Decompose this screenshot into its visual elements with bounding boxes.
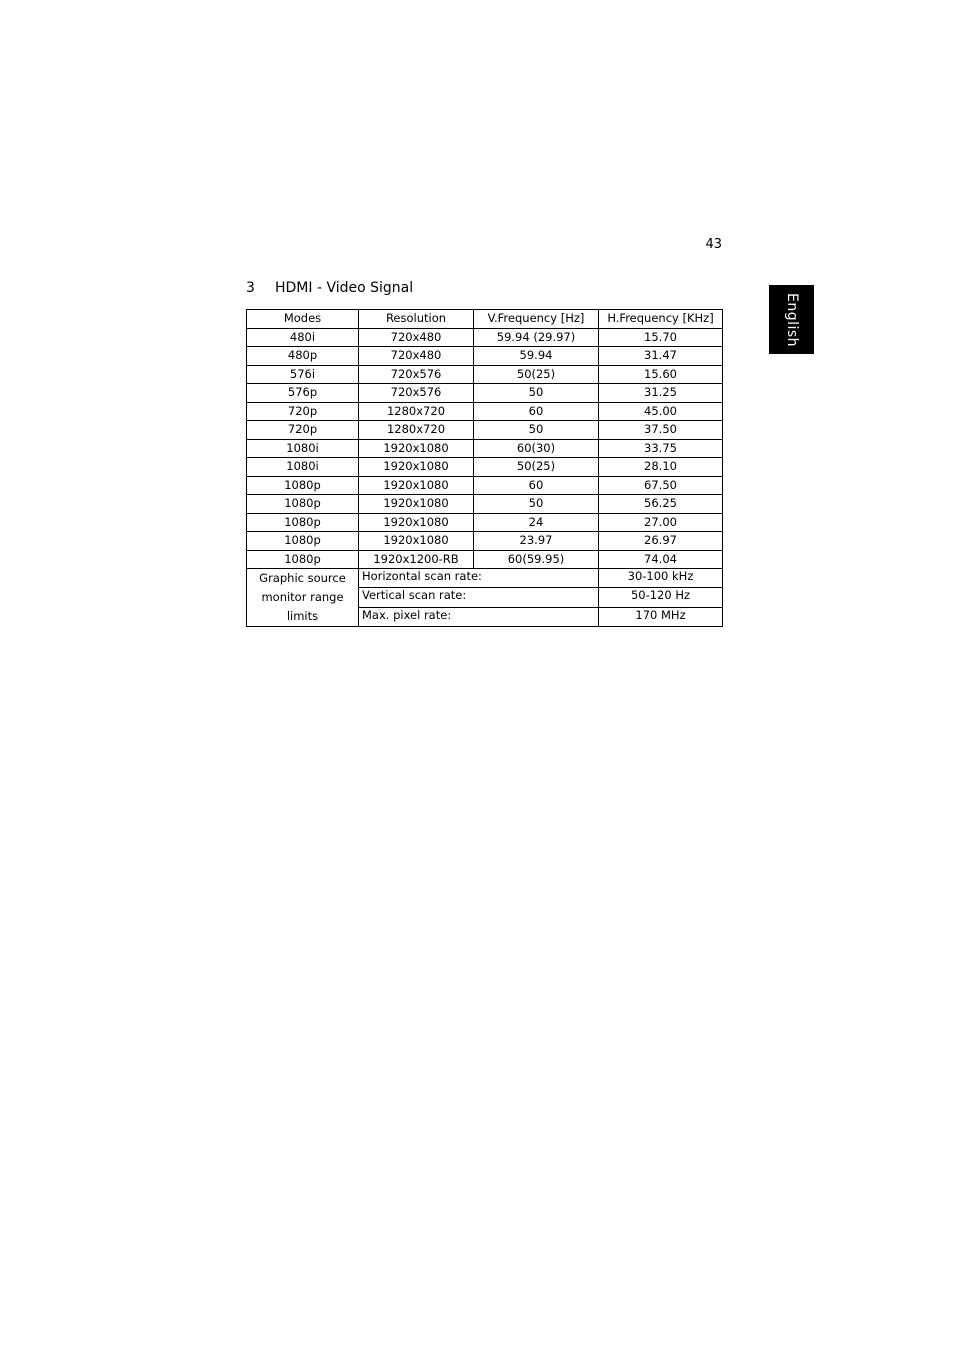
table-row (247, 476, 723, 495)
cell-mode: 1080p (247, 532, 359, 551)
cell-resolution: 1280x720 (359, 402, 474, 421)
table-header-row (247, 310, 723, 329)
cell-mode: 480i (247, 328, 359, 347)
cell-mode: 1080p (247, 495, 359, 514)
table-row (247, 439, 723, 458)
cell-h-frequency: 33.75 (599, 439, 723, 458)
cell-h-frequency: 28.10 (599, 458, 723, 477)
cell-resolution: 1920x1200-RB (359, 550, 474, 569)
limit-name: Vertical scan rate: (359, 588, 599, 607)
cell-v-frequency: 24 (474, 513, 599, 532)
table-row (247, 495, 723, 514)
table-row (247, 328, 723, 347)
table-row (247, 365, 723, 384)
cell-v-frequency: 59.94 (29.97) (474, 328, 599, 347)
cell-v-frequency: 50(25) (474, 365, 599, 384)
cell-mode: 1080i (247, 458, 359, 477)
table-row (247, 384, 723, 403)
cell-resolution: 1920x1080 (359, 439, 474, 458)
cell-resolution: 720x576 (359, 384, 474, 403)
cell-mode: 720p (247, 402, 359, 421)
cell-resolution: 1280x720 (359, 421, 474, 440)
cell-resolution: 1920x1080 (359, 513, 474, 532)
cell-mode: 576i (247, 365, 359, 384)
cell-mode: 1080p (247, 513, 359, 532)
cell-v-frequency: 50 (474, 495, 599, 514)
limit-value: 170 MHz (599, 607, 723, 626)
header-h-frequency: H.Frequency [KHz] (599, 310, 723, 329)
cell-mode: 720p (247, 421, 359, 440)
cell-h-frequency: 15.60 (599, 365, 723, 384)
cell-resolution: 720x576 (359, 365, 474, 384)
cell-h-frequency: 31.47 (599, 347, 723, 366)
hdmi-signal-table (246, 309, 723, 627)
language-tab (769, 285, 814, 354)
cell-v-frequency: 60 (474, 402, 599, 421)
cell-h-frequency: 67.50 (599, 476, 723, 495)
header-modes: Modes (247, 310, 359, 329)
table-row (247, 550, 723, 569)
cell-h-frequency: 37.50 (599, 421, 723, 440)
cell-mode: 1080i (247, 439, 359, 458)
language-tab-label: English (783, 292, 800, 347)
limit-value: 30-100 kHz (599, 569, 723, 588)
table-row (247, 513, 723, 532)
cell-v-frequency: 23.97 (474, 532, 599, 551)
cell-v-frequency: 50(25) (474, 458, 599, 477)
cell-h-frequency: 26.97 (599, 532, 723, 551)
cell-h-frequency: 15.70 (599, 328, 723, 347)
header-resolution: Resolution (359, 310, 474, 329)
cell-resolution: 1920x1080 (359, 495, 474, 514)
cell-resolution: 720x480 (359, 347, 474, 366)
cell-v-frequency: 60(30) (474, 439, 599, 458)
section-title: HDMI - Video Signal (275, 280, 414, 296)
cell-v-frequency: 60 (474, 476, 599, 495)
cell-h-frequency: 74.04 (599, 550, 723, 569)
cell-resolution: 1920x1080 (359, 476, 474, 495)
cell-h-frequency: 27.00 (599, 513, 723, 532)
cell-h-frequency: 45.00 (599, 402, 723, 421)
cell-v-frequency: 50 (474, 384, 599, 403)
cell-v-frequency: 59.94 (474, 347, 599, 366)
table-row (247, 347, 723, 366)
table-row (247, 532, 723, 551)
cell-resolution: 720x480 (359, 328, 474, 347)
cell-h-frequency: 56.25 (599, 495, 723, 514)
section-number: 3 (246, 280, 255, 296)
cell-mode: 1080p (247, 550, 359, 569)
header-v-frequency: V.Frequency [Hz] (474, 310, 599, 329)
table-row (247, 421, 723, 440)
cell-h-frequency: 31.25 (599, 384, 723, 403)
limit-value: 50-120 Hz (599, 588, 723, 607)
table-row (247, 458, 723, 477)
page-number: 43 (705, 237, 722, 252)
table-row (247, 402, 723, 421)
section-heading (246, 280, 413, 296)
cell-mode: 480p (247, 347, 359, 366)
cell-v-frequency: 60(59.95) (474, 550, 599, 569)
cell-resolution: 1920x1080 (359, 532, 474, 551)
limits-row (247, 569, 723, 588)
cell-resolution: 1920x1080 (359, 458, 474, 477)
cell-mode: 1080p (247, 476, 359, 495)
limits-label: Graphic source monitor range limits (247, 569, 359, 627)
limit-name: Horizontal scan rate: (359, 569, 599, 588)
cell-mode: 576p (247, 384, 359, 403)
cell-v-frequency: 50 (474, 421, 599, 440)
limit-name: Max. pixel rate: (359, 607, 599, 626)
